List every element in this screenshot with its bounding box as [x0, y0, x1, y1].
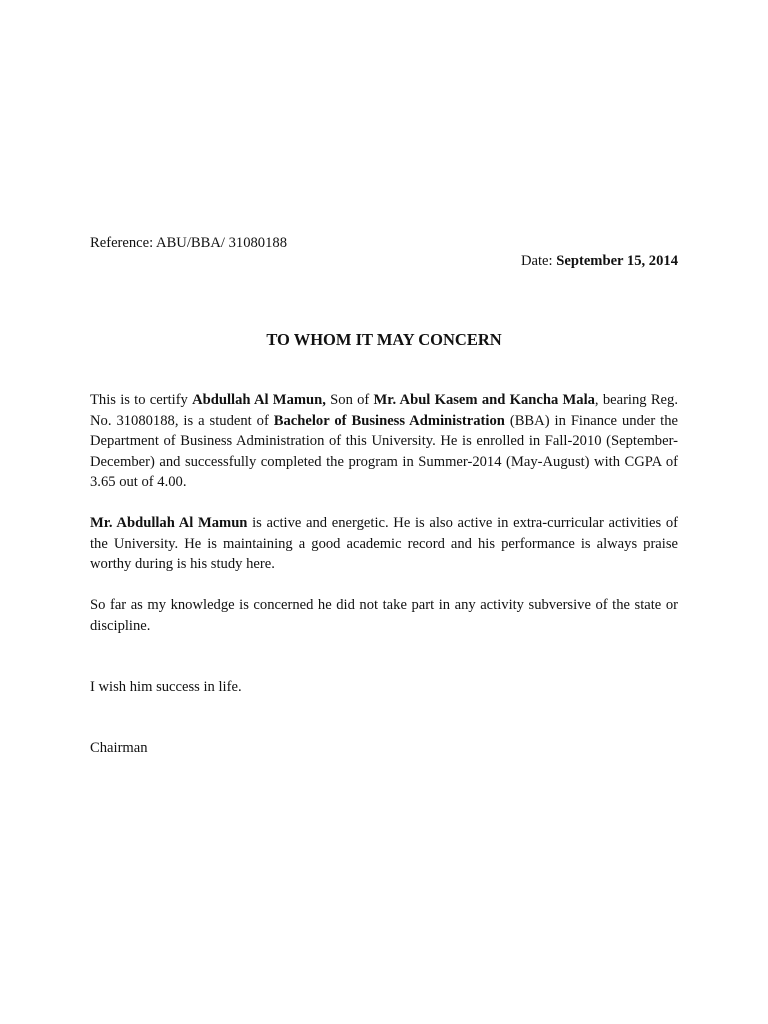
p1-text-2: Son of	[325, 392, 374, 408]
p1-text-1: This is to certify	[90, 392, 193, 408]
student-name: Abdullah Al Mamun,	[192, 392, 326, 408]
date-line	[521, 252, 678, 270]
p2-text: is active and energetic. He is also active in extra-curricular activities of the University. He is maintaining a good academic record and his performance is always praise worthy during is his study here.	[90, 515, 679, 573]
wish-paragraph: I wish him success in life.	[90, 679, 242, 695]
letter-heading: TO WHOM IT MAY CONCERN	[266, 330, 502, 349]
certification-paragraph	[90, 390, 678, 493]
student-name-2: Mr. Abdullah Al Mamun	[90, 515, 248, 531]
character-paragraph	[90, 513, 678, 575]
p1-text-4: (BBA) in Finance under the Department of Business Administration of this University. He is enrolled in Fall-2010 (September-December) and successfully completed the program in Summer-2014 (May-August) with CGPA of 3.65 out of 4.00.	[90, 412, 678, 491]
date-label: Date:	[520, 253, 557, 269]
p1-text-3: , bearing Reg. No. 31080188, is a student of	[90, 392, 678, 429]
conduct-paragraph: So far as my knowledge is concerned he did not take part in any activity subversive of the state or discipline.	[90, 597, 678, 634]
program-name: Bachelor of Business Administration	[273, 412, 505, 429]
parents-names: Mr. Abul Kasem and Kancha Mala	[373, 392, 595, 408]
reference-line: Reference: ABU/BBA/ 31080188	[90, 235, 287, 251]
date-value: September 15, 2014	[556, 253, 678, 269]
signature-title: Chairman	[90, 740, 148, 756]
